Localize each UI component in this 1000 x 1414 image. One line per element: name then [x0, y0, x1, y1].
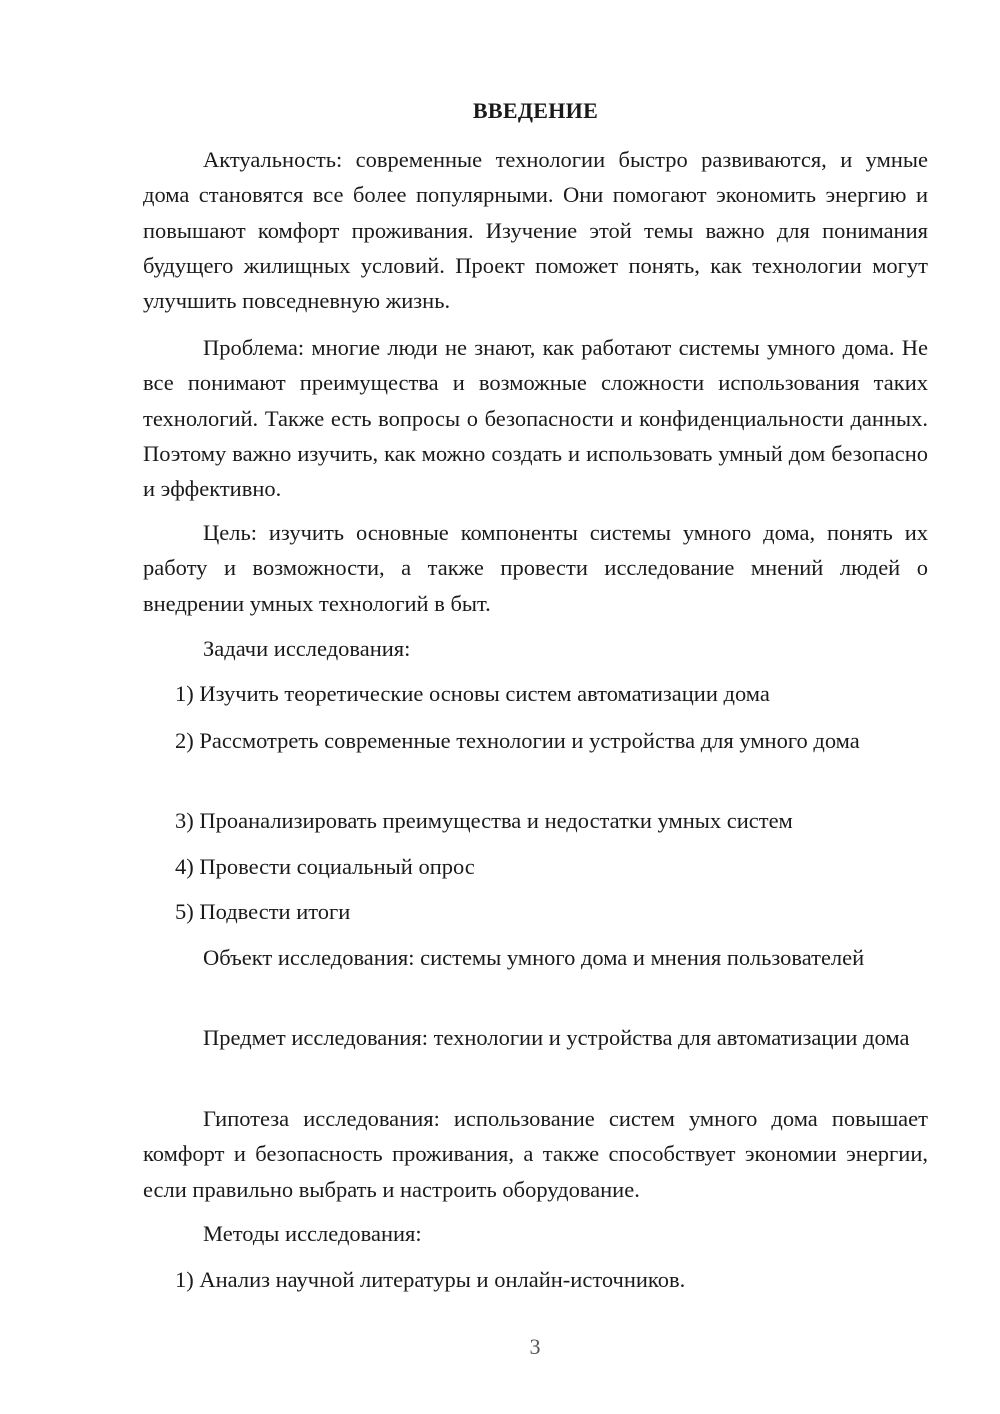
subject-paragraph: Предмет исследования: технологии и устройства для автоматизации дома: [203, 1025, 910, 1050]
relevance-paragraph: Актуальность: современные технологии быстро развиваются, и умные дома становятся все более популярными. Они помогают экономить энергию и повышают комфорт проживания. Изучение этой темы важно для понимания будущего жилищных условий. Проект поможет понять, как технологии могут улучшить повседневную жизнь.: [143, 147, 928, 314]
problem-paragraph: Проблема: многие люди не знают, как работают системы умного дома. Не все понимают преимущества и возможные сложности использования таких технологий. Также есть вопросы о безопасности и конфиденциальности данных. Поэтому важно изучить, как можно создать и использовать умный дом безопасно и эффективно.: [143, 335, 928, 502]
hypothesis-paragraph: Гипотеза исследования: использование систем умного дома повышает комфорт и безопасность проживания, а также способствует экономии энергии, если правильно выбрать и настроить оборудование.: [143, 1106, 928, 1202]
task-item-2: 2) Рассмотреть современные технологии и устройства для умного дома: [175, 728, 860, 753]
tasks-heading: Задачи исследования:: [203, 636, 411, 661]
goal-paragraph: Цель: изучить основные компоненты системы умного дома, понять их работу и возможности, а также провести исследование мнений людей о внедрении умных технологий в быт.: [143, 520, 928, 616]
object-paragraph: Объект исследования: системы умного дома и мнения пользователей: [203, 945, 865, 970]
section-heading: ВВЕДЕНИЕ: [472, 98, 599, 123]
task-item-4: 4) Провести социальный опрос: [175, 854, 475, 879]
method-item-1: 1) Анализ научной литературы и онлайн-источников.: [175, 1267, 686, 1292]
task-item-5: 5) Подвести итоги: [175, 899, 351, 924]
page-number: 3: [529, 1334, 541, 1359]
methods-heading: Методы исследования:: [203, 1221, 422, 1246]
task-item-1: 1) Изучить теоретические основы систем автоматизации дома: [175, 681, 770, 706]
task-item-3: 3) Проанализировать преимущества и недостатки умных систем: [175, 808, 793, 833]
